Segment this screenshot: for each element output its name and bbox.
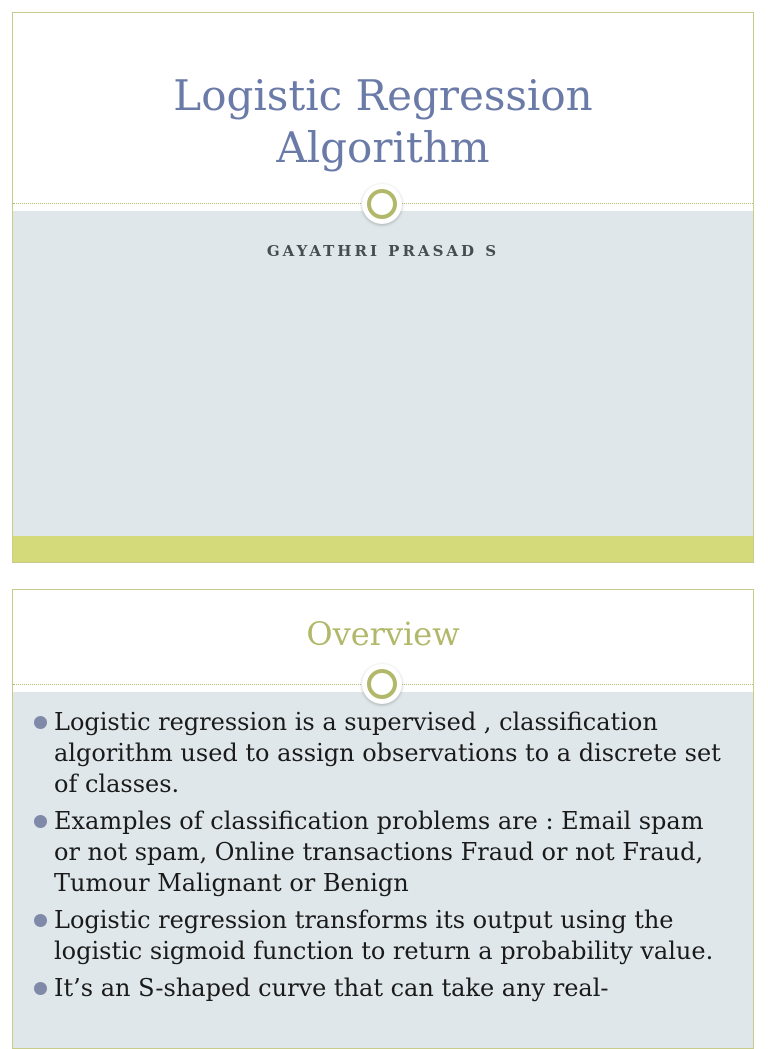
subtitle-section	[13, 211, 753, 562]
bullet-dot-icon	[34, 815, 47, 828]
bullet-item	[33, 973, 733, 1004]
bullet-dot-icon	[34, 914, 47, 927]
bullet-item	[33, 905, 733, 967]
slide-title: Overview	[306, 615, 460, 653]
bullet-dot-icon	[34, 716, 47, 729]
bullet-item	[33, 806, 733, 899]
slide-title	[12, 12, 754, 563]
title-line-1: Logistic Regression	[173, 71, 593, 120]
slide-overview	[12, 589, 754, 1049]
bullet-item	[33, 707, 733, 800]
bullet-text: Examples of classification problems are : Email spam or not spam, Online transactions Fraud or not Fraud, Tumour Malignant or Benign	[54, 807, 704, 897]
title-section	[13, 13, 753, 203]
author-name: GAYATHRI PRASAD S	[266, 242, 500, 260]
ring-ornament-icon	[362, 184, 402, 224]
bullet-dot-icon	[34, 982, 47, 995]
bullet-list	[33, 707, 733, 1010]
accent-bar	[13, 536, 753, 562]
presentation-title	[13, 70, 753, 174]
ring-ornament-icon	[362, 664, 402, 704]
bullet-text: Logistic regression transforms its output using the logistic sigmoid function to return a probability value.	[54, 906, 714, 965]
title-line-2: Algorithm	[276, 123, 490, 172]
bullet-text: It’s an S-shaped curve that can take any real-	[54, 974, 609, 1002]
bullet-text: Logistic regression is a supervised , classification algorithm used to assign observations to a discrete set of classes.	[54, 708, 721, 798]
